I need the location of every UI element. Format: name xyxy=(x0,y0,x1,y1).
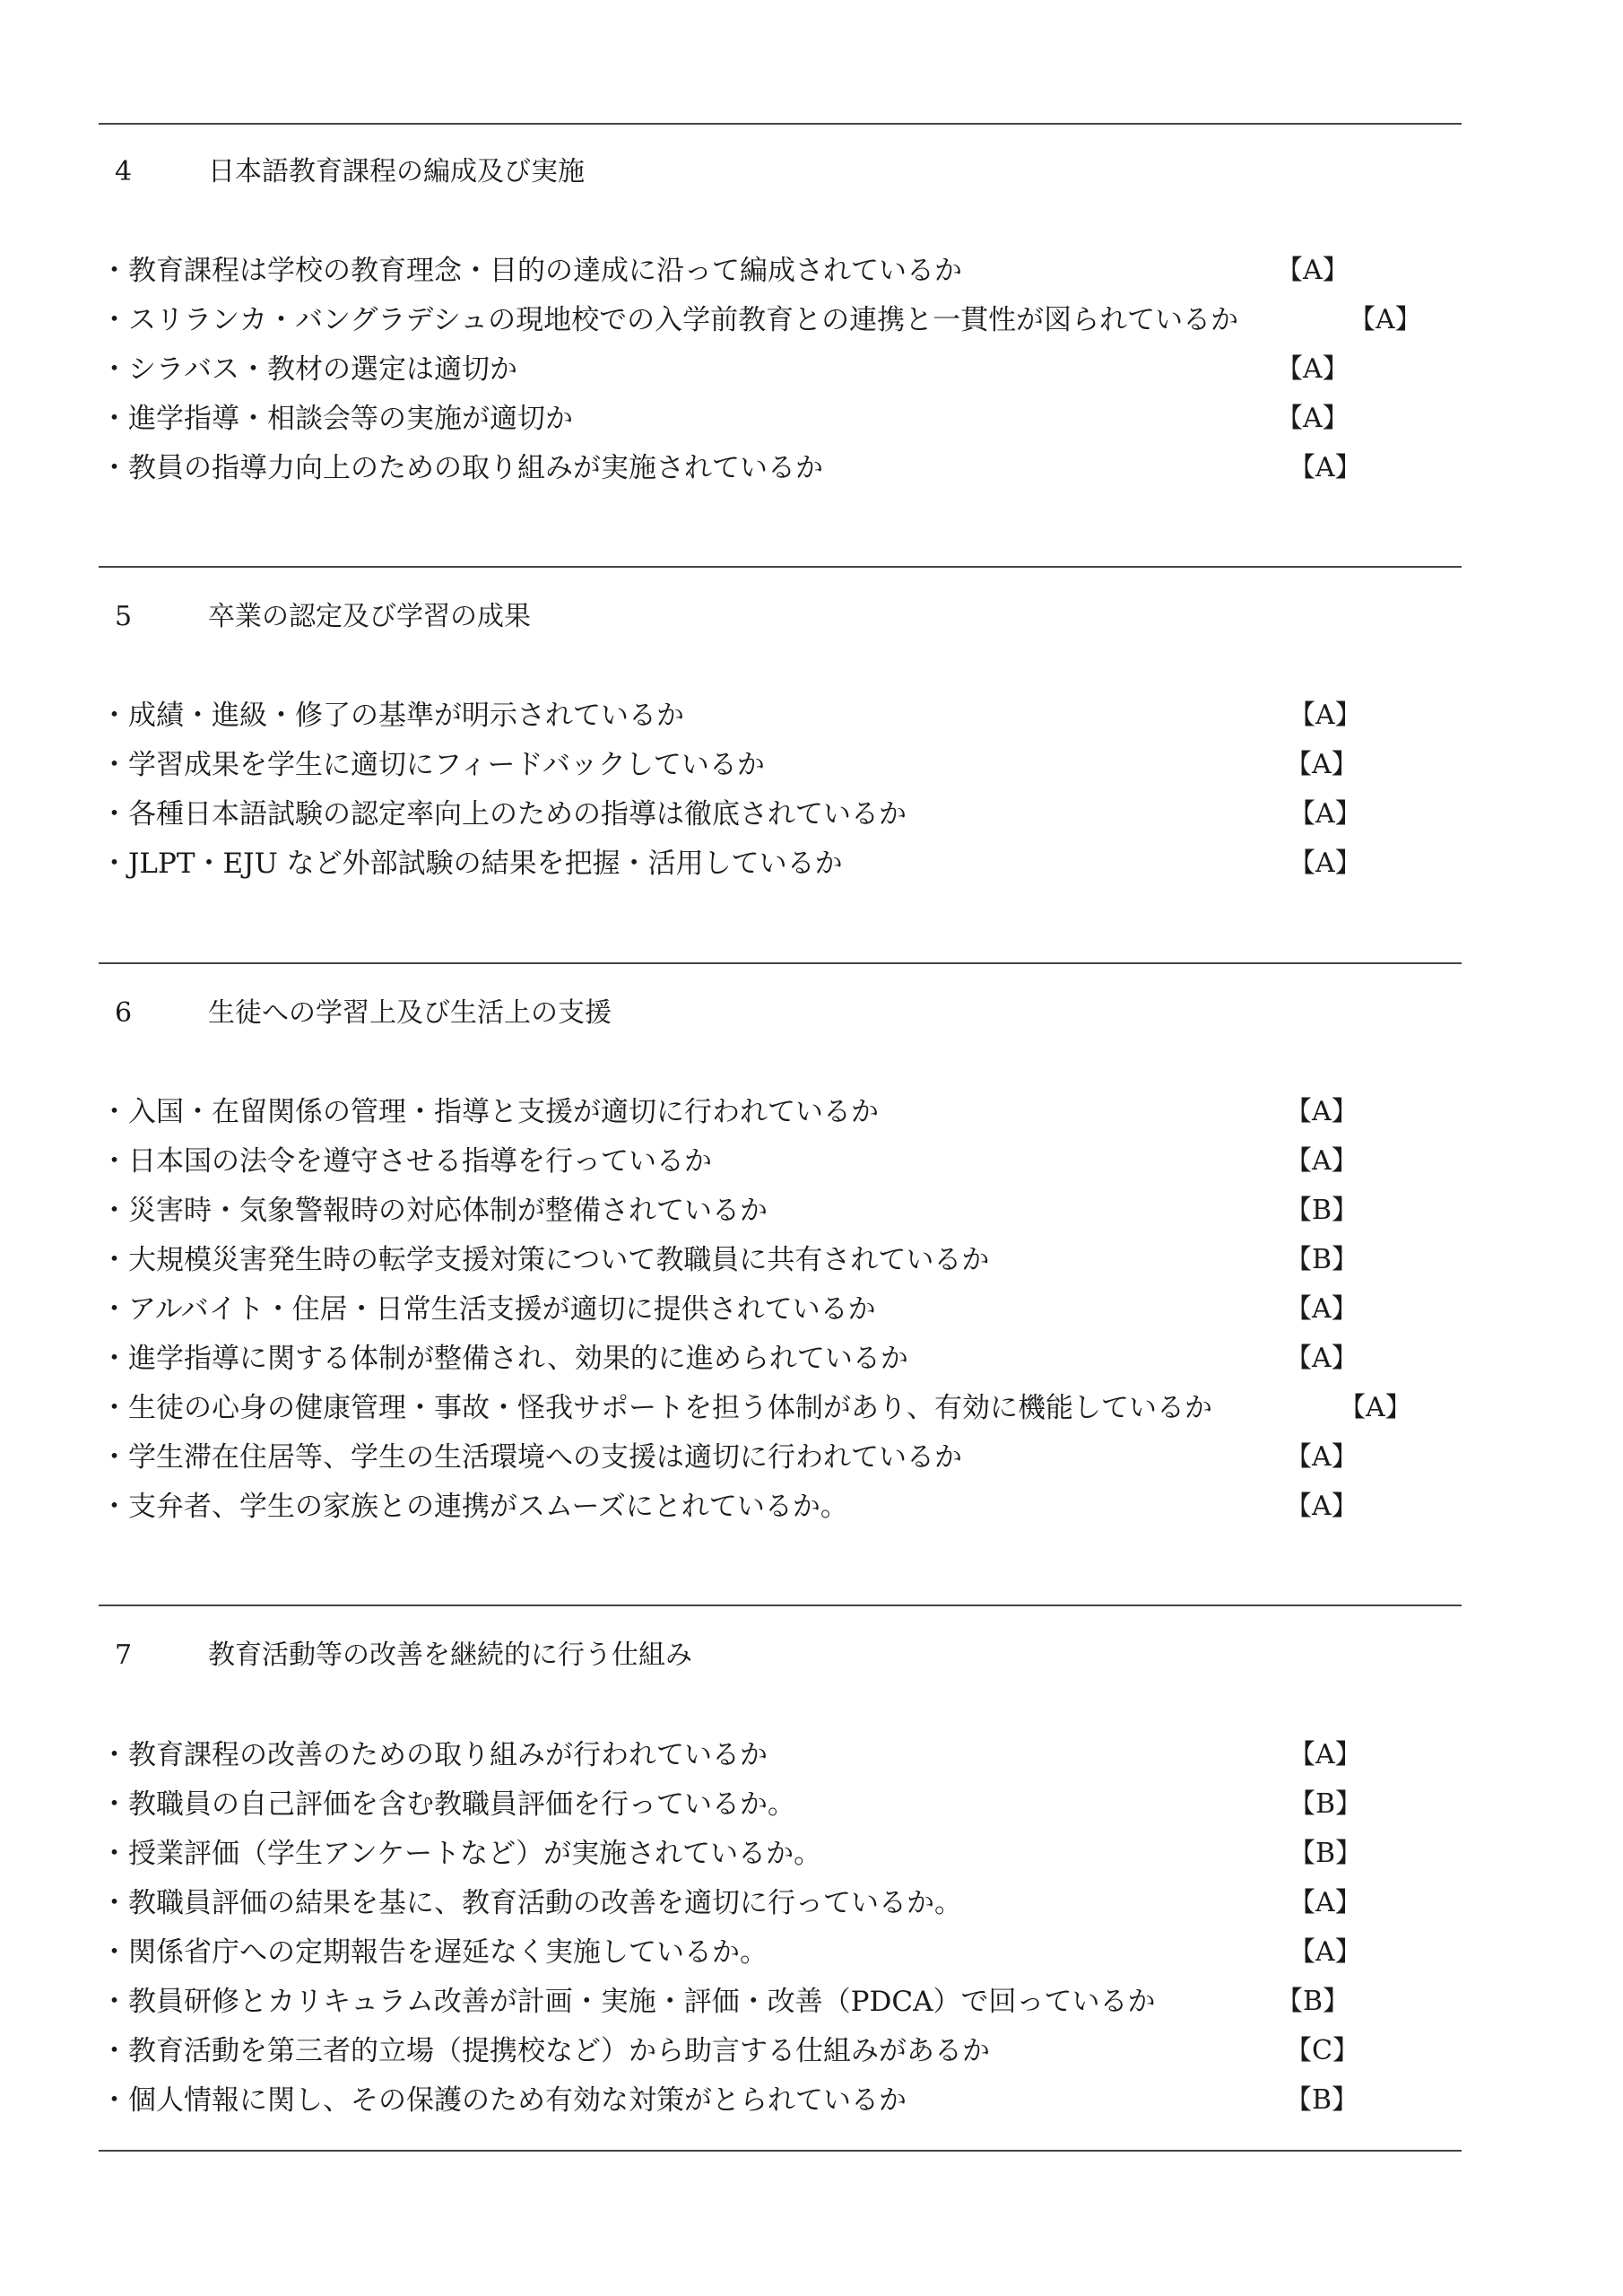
section-6-grade-9: 【A】 xyxy=(1285,1491,1358,1522)
section-7-item-8: ・個人情報に関し、その保護のため有効な対策がとられているか xyxy=(100,2084,907,2117)
section-7-grade-3: 【B】 xyxy=(1289,1838,1363,1869)
section-7-item-7: ・教育活動を第三者的立場（提携校など）から助言する仕組みがあるか xyxy=(100,2035,990,2067)
section-6-item-5: ・アルバイト・住居・日常生活支援が適切に提供されているか xyxy=(100,1293,876,1326)
section-5-grade-2: 【A】 xyxy=(1285,749,1358,780)
section-4-item-3: ・シラバス・教材の選定は適切か xyxy=(100,353,517,386)
section-7-grade-2: 【B】 xyxy=(1289,1788,1363,1820)
section-7-grade-5: 【A】 xyxy=(1289,1936,1362,1968)
section-6-grade-5: 【A】 xyxy=(1285,1293,1358,1325)
section-5-grade-4: 【A】 xyxy=(1289,848,1362,879)
section-7-grade-7: 【C】 xyxy=(1285,2035,1359,2066)
section-6-item-8: ・学生滞在住居等、学生の生活環境への支援は適切に行われているか xyxy=(100,1441,962,1474)
section-6-grade-4: 【B】 xyxy=(1285,1244,1359,1275)
section-4-item-4: ・進学指導・相談会等の実施が適切か xyxy=(100,403,573,435)
section-5-title: 卒業の認定及び学習の成果 xyxy=(208,601,531,632)
section-5-number: 5 xyxy=(115,601,133,632)
section-5-item-3: ・各種日本語試験の認定率向上のための指導は徹底されているか xyxy=(100,798,907,831)
section-5-heading xyxy=(115,599,531,635)
section-7-heading xyxy=(115,1638,692,1674)
section-5-grade-1: 【A】 xyxy=(1289,700,1362,731)
section-5-item-4: ・JLPT・EJU など外部試験の結果を把握・活用しているか xyxy=(100,848,843,880)
section-7-item-4: ・教職員評価の結果を基に、教育活動の改善を適切に行っているか。 xyxy=(100,1887,962,1919)
section-7-number: 7 xyxy=(115,1639,133,1671)
section-6-item-9: ・支弁者、学生の家族との連携がスムーズにとれているか。 xyxy=(100,1491,848,1523)
section-6-item-4: ・大規模災害発生時の転学支援対策について教職員に共有されているか xyxy=(100,1244,990,1276)
section-4-grade-4: 【A】 xyxy=(1276,403,1350,434)
section-7-item-5: ・関係省庁への定期報告を遅延なく実施しているか。 xyxy=(100,1936,768,1969)
section-7-item-3: ・授業評価（学生アンケートなど）が実施されているか。 xyxy=(100,1838,822,1870)
section-divider-top-7 xyxy=(99,1605,1462,1606)
section-7-item-6: ・教員研修とカリキュラム改善が計画・実施・評価・改善（PDCA）で回っているか xyxy=(100,1986,1156,2018)
section-5-item-1: ・成績・進級・修了の基準が明示されているか xyxy=(100,700,684,732)
section-4-number: 4 xyxy=(115,156,133,187)
section-6-item-3: ・災害時・気象警報時の対応体制が整備されているか xyxy=(100,1195,768,1227)
section-6-grade-6: 【A】 xyxy=(1285,1343,1358,1374)
section-divider-top-6 xyxy=(99,962,1462,964)
section-6-heading xyxy=(115,996,612,1031)
section-4-item-1: ・教育課程は学校の教育理念・目的の達成に沿って編成されているか xyxy=(100,255,962,287)
section-divider-bottom xyxy=(99,2150,1462,2152)
section-4-grade-2: 【A】 xyxy=(1349,304,1422,335)
section-6-item-6: ・進学指導に関する体制が整備され、効果的に進められているか xyxy=(100,1343,908,1375)
section-6-grade-2: 【A】 xyxy=(1285,1145,1358,1177)
section-7-grade-8: 【B】 xyxy=(1285,2084,1359,2116)
section-4-title: 日本語教育課程の編成及び実施 xyxy=(208,156,585,187)
section-4-grade-5: 【A】 xyxy=(1289,452,1362,483)
section-7-item-1: ・教育課程の改善のための取り組みが行われているか xyxy=(100,1739,768,1771)
section-4-grade-3: 【A】 xyxy=(1276,353,1350,385)
section-divider-top-4 xyxy=(99,123,1462,125)
section-5-item-2: ・学習成果を学生に適切にフィードバックしているか xyxy=(100,749,765,781)
section-4-item-5: ・教員の指導力向上のための取り組みが実施されているか xyxy=(100,452,823,484)
section-6-grade-1: 【A】 xyxy=(1285,1096,1358,1127)
section-7-title: 教育活動等の改善を継続的に行う仕組み xyxy=(208,1639,692,1671)
section-6-item-2: ・日本国の法令を遵守させる指導を行っているか xyxy=(100,1145,712,1178)
section-6-item-1: ・入国・在留関係の管理・指導と支援が適切に行われているか xyxy=(100,1096,879,1128)
section-5-grade-3: 【A】 xyxy=(1289,798,1362,830)
section-7-grade-1: 【A】 xyxy=(1289,1739,1362,1770)
section-6-item-7: ・生徒の心身の健康管理・事故・怪我サポートを担う体制があり、有効に機能しているか xyxy=(100,1392,1212,1424)
section-4-item-2: ・スリランカ・バングラデシュの現地校での入学前教育との連携と一貫性が図られているか xyxy=(100,304,1239,336)
section-4-heading xyxy=(115,154,585,190)
section-6-grade-7: 【A】 xyxy=(1339,1392,1412,1423)
section-7-item-2: ・教職員の自己評価を含む教職員評価を行っているか。 xyxy=(100,1788,795,1821)
section-6-number: 6 xyxy=(115,997,133,1029)
section-6-grade-3: 【B】 xyxy=(1285,1195,1359,1226)
section-6-title: 生徒への学習上及び生活上の支援 xyxy=(208,997,612,1029)
section-7-grade-6: 【B】 xyxy=(1276,1986,1350,2017)
section-divider-top-5 xyxy=(99,566,1462,568)
section-6-grade-8: 【A】 xyxy=(1285,1441,1358,1473)
section-7-grade-4: 【A】 xyxy=(1289,1887,1362,1918)
section-4-grade-1: 【A】 xyxy=(1276,255,1350,286)
